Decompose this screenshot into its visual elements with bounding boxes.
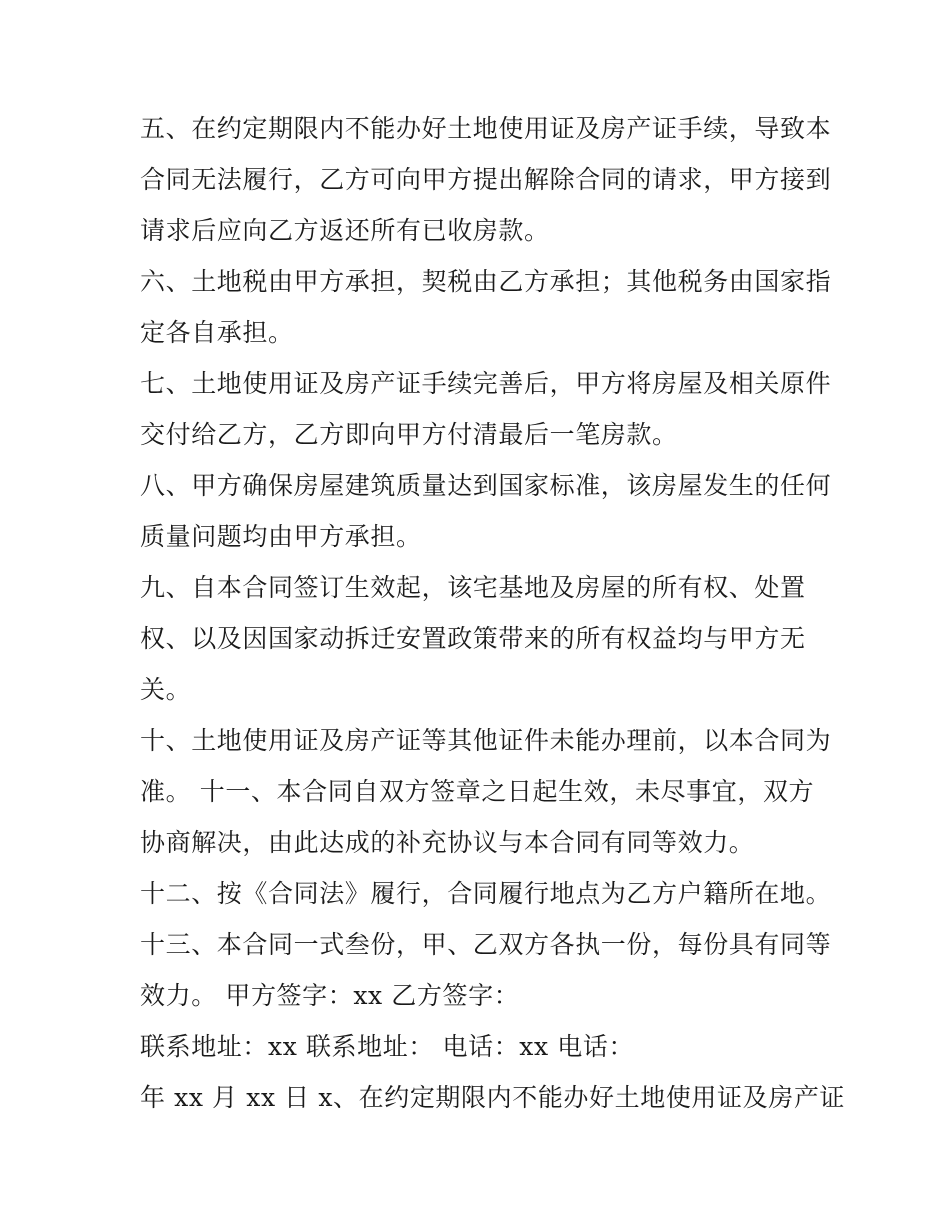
text-line: 交付给乙方，乙方即向甲方付清最后一笔房款。 — [140, 420, 678, 449]
text-line: 合同无法履行，乙方可向甲方提出解除合同的请求，甲方接到 — [140, 165, 832, 194]
text-line: 十三、本合同一式叁份，甲、乙双方各执一份，每份具有同等 — [140, 930, 832, 959]
text-line: 八、甲方确保房屋建筑质量达到国家标准，该房屋发生的任何 — [140, 471, 832, 500]
text-line: 年 xx 月 xx 日 x、在约定期限内不能办好土地使用证及房产证 — [140, 1083, 846, 1112]
text-line: 准。 十一、本合同自双方签章之日起生效，未尽事宜，双方 — [140, 777, 815, 806]
text-line: 权、以及因国家动拆迁安置政策带来的所有权益均与甲方无 — [140, 624, 806, 653]
text-line: 五、在约定期限内不能办好土地使用证及房产证手续，导致本 — [140, 114, 832, 143]
text-line: 十、土地使用证及房产证等其他证件未能办理前，以本合同为 — [140, 726, 832, 755]
text-line: 六、土地税由甲方承担，契税由乙方承担；其他税务由国家指 — [140, 267, 832, 296]
text-line: 质量问题均由甲方承担。 — [140, 522, 422, 551]
text-line: 十二、按《合同法》履行，合同履行地点为乙方户籍所在地。 — [140, 879, 832, 908]
text-line: 效力。 甲方签字：xx 乙方签字： — [140, 981, 520, 1010]
text-line: 定各自承担。 — [140, 318, 294, 347]
text-line: 请求后应向乙方返还所有已收房款。 — [140, 216, 550, 245]
text-line: 关。 — [140, 675, 192, 704]
text-line: 九、自本合同签订生效起，该宅基地及房屋的所有权、处置 — [140, 573, 806, 602]
contract-text — [140, 103, 846, 1123]
text-line: 七、土地使用证及房产证手续完善后，甲方将房屋及相关原件 — [140, 369, 832, 398]
text-line: 联系地址：xx 联系地址： 电话：xx 电话： — [140, 1032, 635, 1061]
text-line: 协商解决，由此达成的补充协议与本合同有同等效力。 — [140, 828, 755, 857]
